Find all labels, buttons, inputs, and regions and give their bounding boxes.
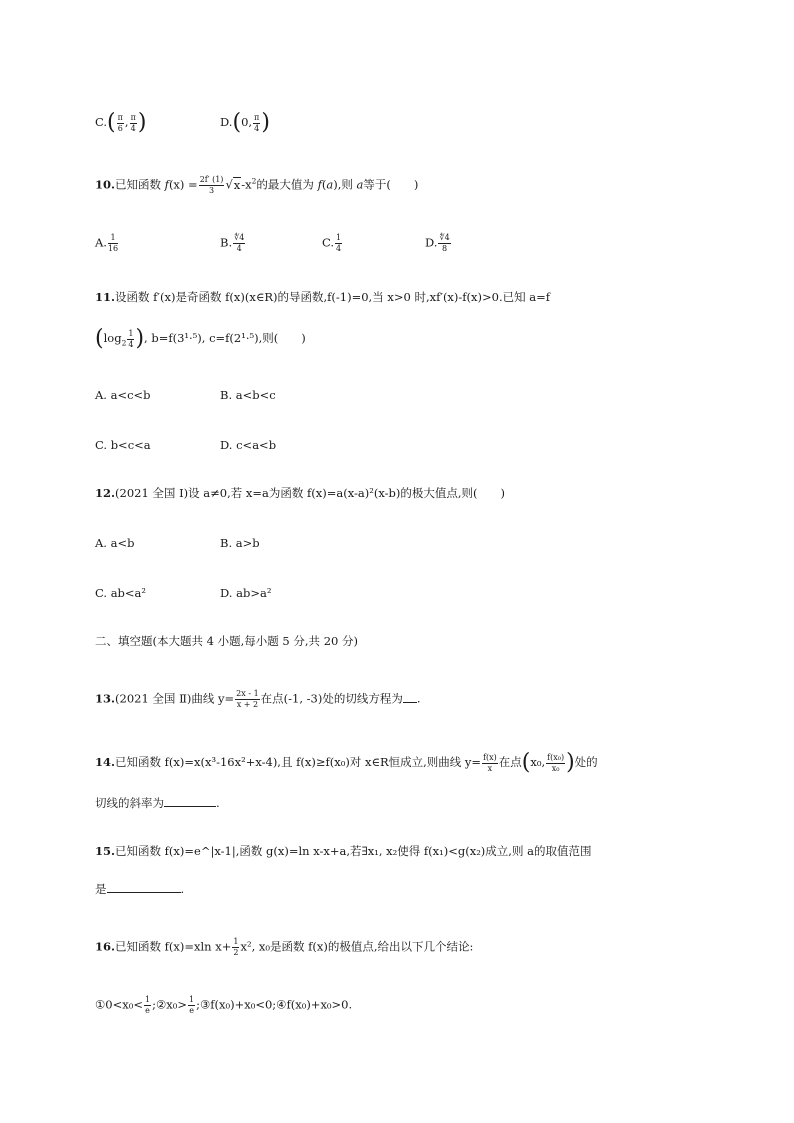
fraction: $\frac{∜4}{8}$ xyxy=(439,233,450,253)
q10-option-c: C. $\frac{1}{4}$ xyxy=(322,233,342,253)
fraction: $\frac{\pi}{4}$ xyxy=(130,112,136,133)
question-12: 12.(2021 全国 Ⅰ)设 a≠0,若 x=a为函数 f(x)=a(x-a)²(x-b)的极大值点,则( ) xyxy=(95,486,505,500)
paren-left: ( xyxy=(521,750,531,775)
q11-option-b: B. a<b<c xyxy=(220,388,276,402)
fraction: $\frac{1}{4}$ xyxy=(128,328,134,349)
q10-option-d: D. $\frac{∜4}{8}$ xyxy=(425,233,450,253)
paren-left: ( xyxy=(232,110,242,135)
fraction: $\frac{2x - 1}{x + 2}$ xyxy=(236,689,259,709)
question-15-line2: 是 . xyxy=(95,882,185,896)
fraction: $\frac{\pi}{6}$ xyxy=(117,112,123,133)
question-number: 11. xyxy=(95,290,116,304)
paren-right: ) xyxy=(137,110,147,135)
question-number: 16. xyxy=(95,939,116,954)
question-15: 15.已知函数 f(x)=e^|x-1|,函数 g(x)=ln x-x+a,若∃x₁, x₂使得 f(x₁)<g(x₂)成立,则 a的取值范围 xyxy=(95,844,592,858)
section-heading: 二、填空题(本大题共 4 小题,每小题 5 分,共 20 分) xyxy=(95,634,358,648)
paren-right: ) xyxy=(135,326,145,351)
sqrt-radicand: x xyxy=(233,177,241,192)
fraction: $\frac{\text{f(x₀)}}{\text{x₀}}$ xyxy=(547,752,565,773)
q12-option-c: C. ab<a² xyxy=(95,586,147,600)
question-number: 13. xyxy=(95,691,116,706)
paren-left: ( xyxy=(95,326,104,351)
question-11: 11.设函数 f′(x)是奇函数 f(x)(x∈R)的导函数,f(-1)=0,当 x>0 时,xf′(x)-f(x)>0.已知 a=f xyxy=(95,290,551,304)
question-14-line2: 切线的斜率为 . xyxy=(95,796,220,810)
fraction: $\frac{1}{e}$ xyxy=(145,995,151,1015)
paren-right: ) xyxy=(261,110,270,135)
fraction: $\frac{\pi}{4}$ xyxy=(254,112,260,133)
question-number: 15. xyxy=(95,844,116,858)
fraction: $\frac{f(x)}{x}$ xyxy=(483,752,497,773)
fraction: $\frac{2f' (1)}{3}$ xyxy=(199,175,224,195)
fraction: $\frac{1}{16}$ xyxy=(107,233,119,253)
q11-option-d: D. c<a<b xyxy=(220,438,277,452)
q9-option-d: D.(0, $\frac{\pi}{4}$ ) xyxy=(220,110,270,135)
question-16-conclusions: ①0<x₀< $\frac{1}{e}$ ;②x₀> $\frac{1}{e}$ ;③f(x₀)+x₀<0;④f(x₀)+x₀>0. xyxy=(95,995,353,1015)
question-10: 10.已知函数 f(x) = $\frac{2f' (1)}{3}$ $√x-x^2$的最大值为 f(a),则 a等于( ) xyxy=(95,175,419,195)
q11-option-a: A. a<c<b xyxy=(95,388,151,402)
question-11-line2: ($\log_2$ $\frac{1}{4}$ ), b=f(3¹·⁵), c=f(2¹·⁵),则( ) xyxy=(95,326,306,351)
paren-left: ( xyxy=(107,110,116,135)
q9-option-c: C.( $\frac{\pi}{6}$ , $\frac{\pi}{4}$ ) xyxy=(95,110,147,135)
question-14: 14.已知函数 f(x)=x(x³-16x²+x-4),且 f(x)≥f(x₀)对 x∈R恒成立,则曲线 y= $\frac{f(x)}{x}$ 在点(x₀, $\frac{\text{f(x₀)}}{\text{x₀}}$ )处的 xyxy=(95,750,598,775)
q12-option-b: B. a>b xyxy=(220,536,260,550)
fraction: $\frac{∜4}{4}$ xyxy=(234,233,245,253)
fraction: $\frac{1}{e}$ xyxy=(189,995,195,1015)
question-13: 13.(2021 全国 Ⅱ)曲线 y= $\frac{2x - 1}{x + 2}$ 在点(-1, -3)处的切线方程为 . xyxy=(95,689,421,709)
option-label: C. xyxy=(95,115,108,129)
q12-option-a: A. a<b xyxy=(95,536,135,550)
answer-blank[interactable] xyxy=(164,796,216,807)
fraction: $\frac{1}{4}$ xyxy=(336,233,342,253)
q10-option-b: B. $\frac{∜4}{4}$ xyxy=(220,233,245,253)
answer-blank[interactable] xyxy=(107,882,181,893)
question-number: 14. xyxy=(95,755,116,769)
answer-blank[interactable] xyxy=(403,692,417,703)
q12-option-d: D. ab>a² xyxy=(220,586,272,600)
paren-right: ) xyxy=(566,750,575,775)
question-number: 10. xyxy=(95,177,116,192)
fraction: $\frac{1}{2}$ xyxy=(233,937,239,957)
option-label: D. xyxy=(220,115,233,129)
question-number: 12. xyxy=(95,486,116,500)
q11-option-c: C. b<c<a xyxy=(95,438,151,452)
q10-option-a: A. $\frac{1}{16}$ xyxy=(95,233,119,253)
question-16: 16.已知函数 f(x)=xln x+ $\frac{1}{2}$ x², x₀是函数 f(x)的极值点,给出以下几个结论: xyxy=(95,937,474,957)
